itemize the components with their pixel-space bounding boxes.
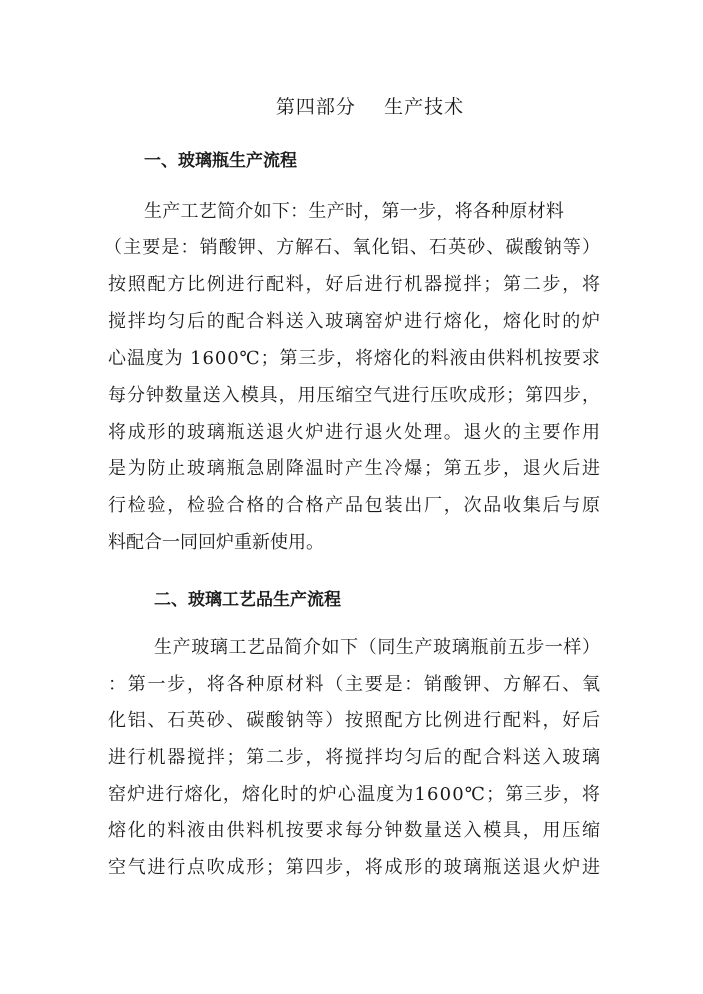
paragraph-line: 料配合一同回炉重新使用。 [108,532,324,553]
paragraph-line: 化铝、石英砂、碳酸钠等）按照配方比例进行配料，好后 [108,710,602,731]
paragraph-line: 行检验，检验合格的合格产品包装出厂，次品收集后与原 [108,495,602,516]
paragraph-line: 搅拌均匀后的配合料送入玻璃窑炉进行熔化，熔化时的炉 [108,311,602,332]
section-heading-craft: 二、玻璃工艺品生产流程 [154,590,341,610]
paragraph-line: 将成形的玻璃瓶送退火炉进行退火处理。退火的主要作用 [108,422,602,443]
paragraph-line: 进行机器搅拌；第二步，将搅拌均匀后的配合料送入玻璃 [108,747,602,768]
paragraph-line: 窑炉进行熔化，熔化时的炉心温度为1600℃；第三步，将 [108,784,601,805]
paragraph-line: 是为防止玻璃瓶急剧降温时产生冷爆；第五步，退火后进 [108,458,602,479]
paragraph-line: 熔化的料液由供料机按要求每分钟数量送入模具，用压缩 [108,820,602,841]
paragraph-line: 每分钟数量送入模具，用压缩空气进行压吹成形；第四步， [108,385,601,406]
paragraph-line: 空气进行点吹成形；第四步，将成形的玻璃瓶送退火炉进 [108,857,602,878]
paragraph-line: （主要是：销酸钾、方解石、氧化铝、石英砂、碳酸钠等） [104,237,602,258]
paragraph-line: 心温度为 1600℃；第三步，将熔化的料液由供料机按要求 [108,348,601,369]
paragraph-line: 生产工艺简介如下：生产时，第一步，将各种原材料 [144,201,565,222]
paragraph-line: 按照配方比例进行配料，好后进行机器搅拌；第二步，将 [108,274,602,295]
paragraph-line: ：第一步，将各种原材料（主要是：销酸钾、方解石、氧 [108,674,602,695]
page-title: 第四部分 生产技术 [275,96,465,118]
section-heading-bottle: 一、玻璃瓶生产流程 [144,151,297,171]
paragraph-line: 生产玻璃工艺品简介如下（同生产玻璃瓶前五步一样） [154,637,601,658]
